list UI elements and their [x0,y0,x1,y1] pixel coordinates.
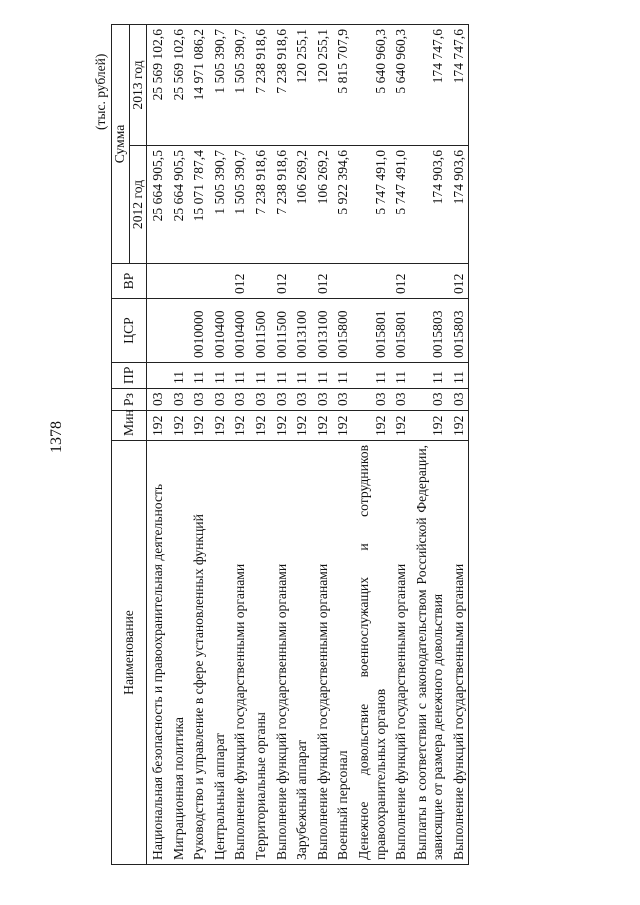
row-sum-2012: 174 903,6 [411,146,448,264]
row-name: Национальная безопасность и правоохранительная деятельность [147,441,168,865]
row-name: Выполнение функций государственными органами [271,441,292,865]
header-year-2012: 2012 год [129,146,147,264]
row-vr [291,264,312,299]
header-csr: ЦСР [112,299,147,363]
row-pr: 11 [390,363,411,389]
row-csr: 0015803 [448,299,469,363]
row-name: Выполнение функций государственными органами [390,441,411,865]
table-row [390,25,411,865]
row-csr [147,299,168,363]
table-row [353,25,390,865]
row-sum-2012: 1 505 390,7 [209,146,230,264]
row-rz: 03 [209,389,230,411]
row-sum-2013: 25 569 102,6 [147,25,168,146]
row-pr: 11 [411,363,448,389]
row-rz: 03 [332,389,353,411]
row-pr: 11 [250,363,271,389]
row-min: 192 [312,411,333,441]
row-sum-2012: 106 269,2 [291,146,312,264]
row-name: Выплаты в соответствии с законодательством Российской Федерации, зависящие от размера денежного довольствия [411,441,448,865]
row-name: Денежное довольствие военнослужащих и сотрудников правоохранительных органов [353,441,390,865]
row-vr: 012 [312,264,333,299]
row-pr: 11 [209,363,230,389]
row-csr: 0010400 [229,299,250,363]
row-sum-2013: 5 815 707,9 [332,25,353,146]
row-sum-2012: 5 922 394,6 [332,146,353,264]
row-sum-2013: 7 238 918,6 [250,25,271,146]
row-vr [411,264,448,299]
row-vr [332,264,353,299]
table-row [291,25,312,865]
row-csr: 0015800 [332,299,353,363]
row-sum-2013: 1 505 390,7 [229,25,250,146]
row-pr: 11 [448,363,469,389]
table-row [411,25,448,865]
row-min: 192 [188,411,209,441]
header-min: Мин [112,411,147,441]
row-sum-2012: 7 238 918,6 [271,146,292,264]
row-min: 192 [271,411,292,441]
row-pr: 11 [229,363,250,389]
budget-table [111,24,469,865]
row-sum-2013: 174 747,6 [448,25,469,146]
row-pr: 11 [332,363,353,389]
row-sum-2013: 25 569 102,6 [168,25,189,146]
page-number: 1378 [48,421,65,453]
row-rz: 03 [147,389,168,411]
row-sum-2012: 174 903,6 [448,146,469,264]
row-sum-2013: 14 971 086,2 [188,25,209,146]
header-rz: Рз [112,389,147,411]
row-sum-2013: 7 238 918,6 [271,25,292,146]
header-vr: ВР [112,264,147,299]
table-row [448,25,469,865]
row-pr: 11 [168,363,189,389]
row-name: Зарубежный аппарат [291,441,312,865]
table-row [188,25,209,865]
table-row [229,25,250,865]
row-pr: 11 [353,363,390,389]
row-vr: 012 [229,264,250,299]
row-csr: 0011500 [250,299,271,363]
row-vr [147,264,168,299]
row-min: 192 [209,411,230,441]
table-row [168,25,189,865]
row-name: Руководство и управление в сфере установленных функций [188,441,209,865]
row-vr [188,264,209,299]
row-sum-2012: 25 664 905,5 [168,146,189,264]
row-min: 192 [168,411,189,441]
table-row [250,25,271,865]
row-csr: 0013100 [291,299,312,363]
row-vr: 012 [390,264,411,299]
row-sum-2012: 5 747 491,0 [390,146,411,264]
row-sum-2013: 1 505 390,7 [209,25,230,146]
row-rz: 03 [188,389,209,411]
row-min: 192 [250,411,271,441]
row-csr: 0015801 [353,299,390,363]
row-rz: 03 [411,389,448,411]
row-rz: 03 [229,389,250,411]
row-rz: 03 [390,389,411,411]
row-min: 192 [332,411,353,441]
row-min: 192 [390,411,411,441]
header-sum: Сумма [112,25,130,264]
header-pr: ПР [112,363,147,389]
row-vr [209,264,230,299]
row-pr: 11 [188,363,209,389]
header-year-2013: 2013 год [129,25,147,146]
row-name: Военный персонал [332,441,353,865]
row-vr: 012 [448,264,469,299]
row-csr: 0010000 [188,299,209,363]
row-rz: 03 [271,389,292,411]
row-csr: 0015803 [411,299,448,363]
row-vr [168,264,189,299]
row-pr: 11 [291,363,312,389]
table-header [112,25,147,865]
row-min: 192 [229,411,250,441]
row-sum-2013: 5 640 960,3 [353,25,390,146]
row-name: Территориальные органы [250,441,271,865]
table-row [332,25,353,865]
row-pr [147,363,168,389]
row-vr [250,264,271,299]
table-row [147,25,168,865]
row-rz: 03 [291,389,312,411]
row-csr: 0013100 [312,299,333,363]
row-vr [353,264,390,299]
row-sum-2012: 7 238 918,6 [250,146,271,264]
table-row [312,25,333,865]
row-min: 192 [353,411,390,441]
row-rz: 03 [168,389,189,411]
row-name: Центральный аппарат [209,441,230,865]
row-name: Миграционная политика [168,441,189,865]
row-min: 192 [291,411,312,441]
row-csr [168,299,189,363]
row-csr: 0010400 [209,299,230,363]
row-csr: 0015801 [390,299,411,363]
table-row [209,25,230,865]
row-name: Выполнение функций государственными органами [312,441,333,865]
row-sum-2012: 5 747 491,0 [353,146,390,264]
row-name: Выполнение функций государственными органами [229,441,250,865]
row-min: 192 [448,411,469,441]
row-pr: 11 [312,363,333,389]
row-rz: 03 [448,389,469,411]
header-name: Наименование [112,441,147,865]
row-rz: 03 [250,389,271,411]
units-label: (тыс. рублей) [93,53,108,130]
row-sum-2013: 120 255,1 [312,25,333,146]
row-name: Выполнение функций государственными органами [448,441,469,865]
row-rz: 03 [353,389,390,411]
row-sum-2013: 174 747,6 [411,25,448,146]
row-sum-2013: 120 255,1 [291,25,312,146]
row-csr: 0011500 [271,299,292,363]
row-sum-2012: 15 071 787,4 [188,146,209,264]
row-sum-2012: 1 505 390,7 [229,146,250,264]
row-sum-2012: 106 269,2 [312,146,333,264]
row-rz: 03 [312,389,333,411]
row-sum-2012: 25 664 905,5 [147,146,168,264]
row-pr: 11 [271,363,292,389]
row-vr: 012 [271,264,292,299]
table-body [147,25,469,865]
row-min: 192 [411,411,448,441]
row-min: 192 [147,411,168,441]
table-row [271,25,292,865]
row-sum-2013: 5 640 960,3 [390,25,411,146]
